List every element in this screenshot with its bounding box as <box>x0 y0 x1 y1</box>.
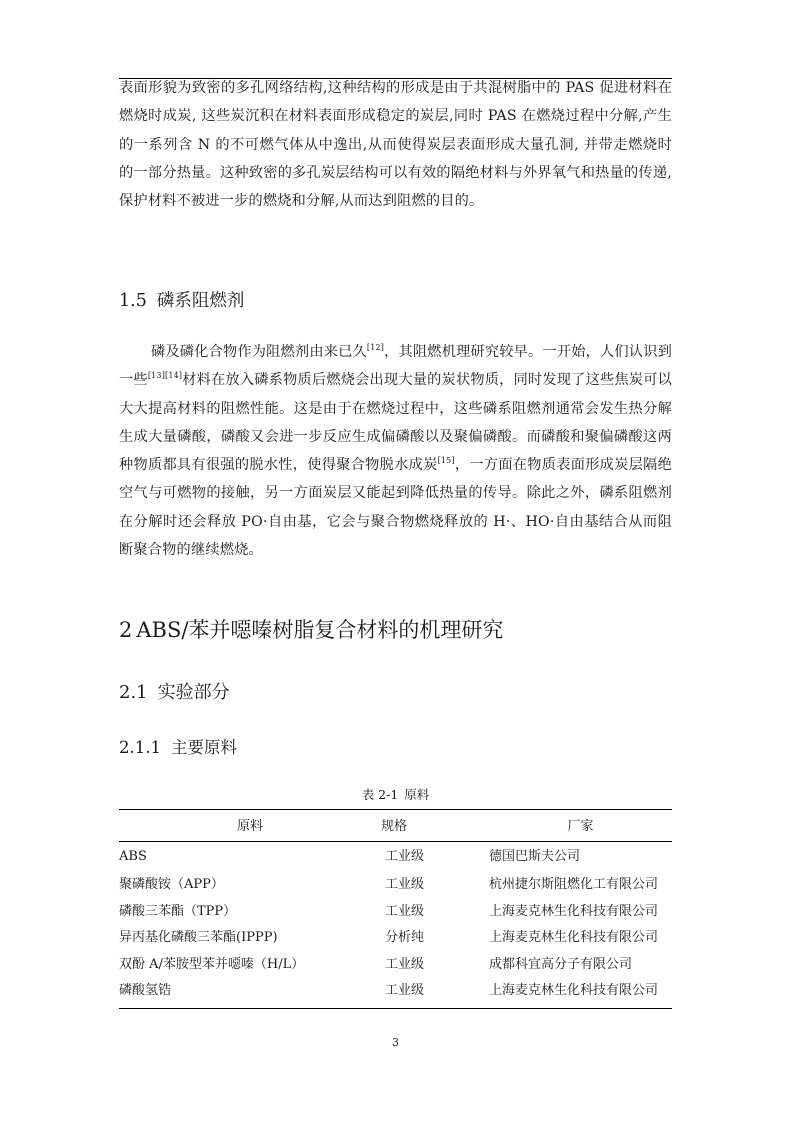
section-number: 2.1 <box>119 682 148 703</box>
table-row <box>119 978 672 1009</box>
section-title: 磷系阻燃剂 <box>156 291 245 311</box>
cell-material: 聚磷酸铵（APP） <box>119 877 224 892</box>
section-number: 1.5 <box>119 291 147 311</box>
table-caption-number: 表 2-1 <box>361 787 399 802</box>
chapter-title: ABS/苯并噁嗪树脂复合材料的机理研究 <box>136 618 504 642</box>
subsection-heading-2-1-1 <box>119 734 237 758</box>
cell-manufacturer: 上海麦克林生化科技有限公司 <box>489 978 672 1009</box>
cell-manufacturer: 上海麦克林生化科技有限公司 <box>489 903 659 919</box>
section-heading-1-5 <box>119 287 244 312</box>
cell-grade: 工业级 <box>385 956 425 972</box>
paragraph-text: ，一方面在物质表面形成炭层隔绝空气与可燃物的接触，另一方面炭层又能起到降低热量的传导。除此之外，磷系阻燃剂在分解时还会释放 PO·自由基，它会与聚合物燃烧释放的 H·、HO·自由基结合从而阻断聚合物的继续燃烧。 <box>119 457 672 559</box>
table-caption-title: 原料 <box>404 787 430 802</box>
table-row <box>119 872 672 899</box>
materials-table <box>119 809 672 1009</box>
cell-manufacturer: 杭州捷尔斯阻燃化工有限公司 <box>489 877 659 892</box>
section-title: 实验部分 <box>157 682 230 703</box>
paragraph-text: 磷及磷化合物作为阻燃剂由来已久 <box>151 344 367 360</box>
cell-manufacturer: 成都科宜高分子有限公司 <box>489 956 633 972</box>
column-header-manufacturer: 厂家 <box>489 810 672 842</box>
cell-material: ABS <box>119 849 147 864</box>
subsection-title: 主要原料 <box>170 738 237 757</box>
table-header-row <box>119 810 672 842</box>
paragraph-text: ，其阻燃机理研究较早。一开始，人们认识到一些 <box>119 344 672 389</box>
cell-material: 磷酸三苯酯（TPP） <box>119 903 237 919</box>
cell-grade: 工业级 <box>385 877 425 892</box>
paragraph-text: 材料在放入磷系物质后燃烧会出现大量的炭状物质，同时发现了这些焦炭可以大大提高材料的阻燃性能。这是由于在燃烧过程中，这些磷系阻燃剂通常会发生热分解生成大量磷酸，磷酸又会进一步反应生成偏磷酸以及聚偏磷酸。而磷酸和聚偏磷酸这两种物质都具有很强的脱水性，使得聚合物脱水成炭 <box>119 372 672 474</box>
table-row <box>119 842 672 873</box>
table-row <box>119 899 672 926</box>
cell-grade: 分析纯 <box>385 930 425 945</box>
cell-grade: 工业级 <box>381 978 489 1009</box>
cell-manufacturer: 德国巴斯夫公司 <box>489 849 581 864</box>
citation: [15] <box>437 456 455 466</box>
citation: [13][14] <box>147 371 183 381</box>
cell-grade: 工业级 <box>385 849 425 864</box>
table-row <box>119 925 672 952</box>
chapter-number: 2 <box>119 618 133 642</box>
citation: [12] <box>366 343 385 352</box>
section-heading-2-1 <box>119 678 230 704</box>
cell-material: 异丙基化磷酸三苯酯(IPPP) <box>119 930 278 945</box>
cell-grade: 工业级 <box>385 903 425 919</box>
column-header-grade: 规格 <box>381 810 489 842</box>
page-number: 3 <box>392 1036 399 1049</box>
cell-material: 双酚 A/苯胺型苯并噁嗪（H/L） <box>119 956 305 972</box>
paragraph-pas-char-mechanism: 表面形貌为致密的多孔网络结构,这种结构的形成是由于共混树脂中的 PAS 促进材料在燃烧时成炭, 这些炭沉积在材料表面形成稳定的炭层,同时 PAS 在燃烧过程中分解,产生的一系列含 N 的不可燃气体从中逸出,从而使得炭层表面形成大量孔洞, 并带走燃烧时的一部分热量。这种致密的多孔炭层结构可以有效的隔绝材料与外界氧气和热量的传递,保护材料不被进一步的燃烧和分解,从而达到阻燃的目的。 <box>119 80 672 210</box>
column-header-material: 原料 <box>119 810 381 842</box>
cell-material: 磷酸氢锆 <box>119 978 381 1009</box>
table-caption <box>119 785 672 803</box>
subsection-number: 2.1.1 <box>119 738 161 757</box>
paragraph-phosphorus-flame-retardant <box>119 338 672 564</box>
table-row <box>119 952 672 979</box>
cell-manufacturer: 上海麦克林生化科技有限公司 <box>489 930 659 945</box>
chapter-heading-2 <box>119 614 503 644</box>
